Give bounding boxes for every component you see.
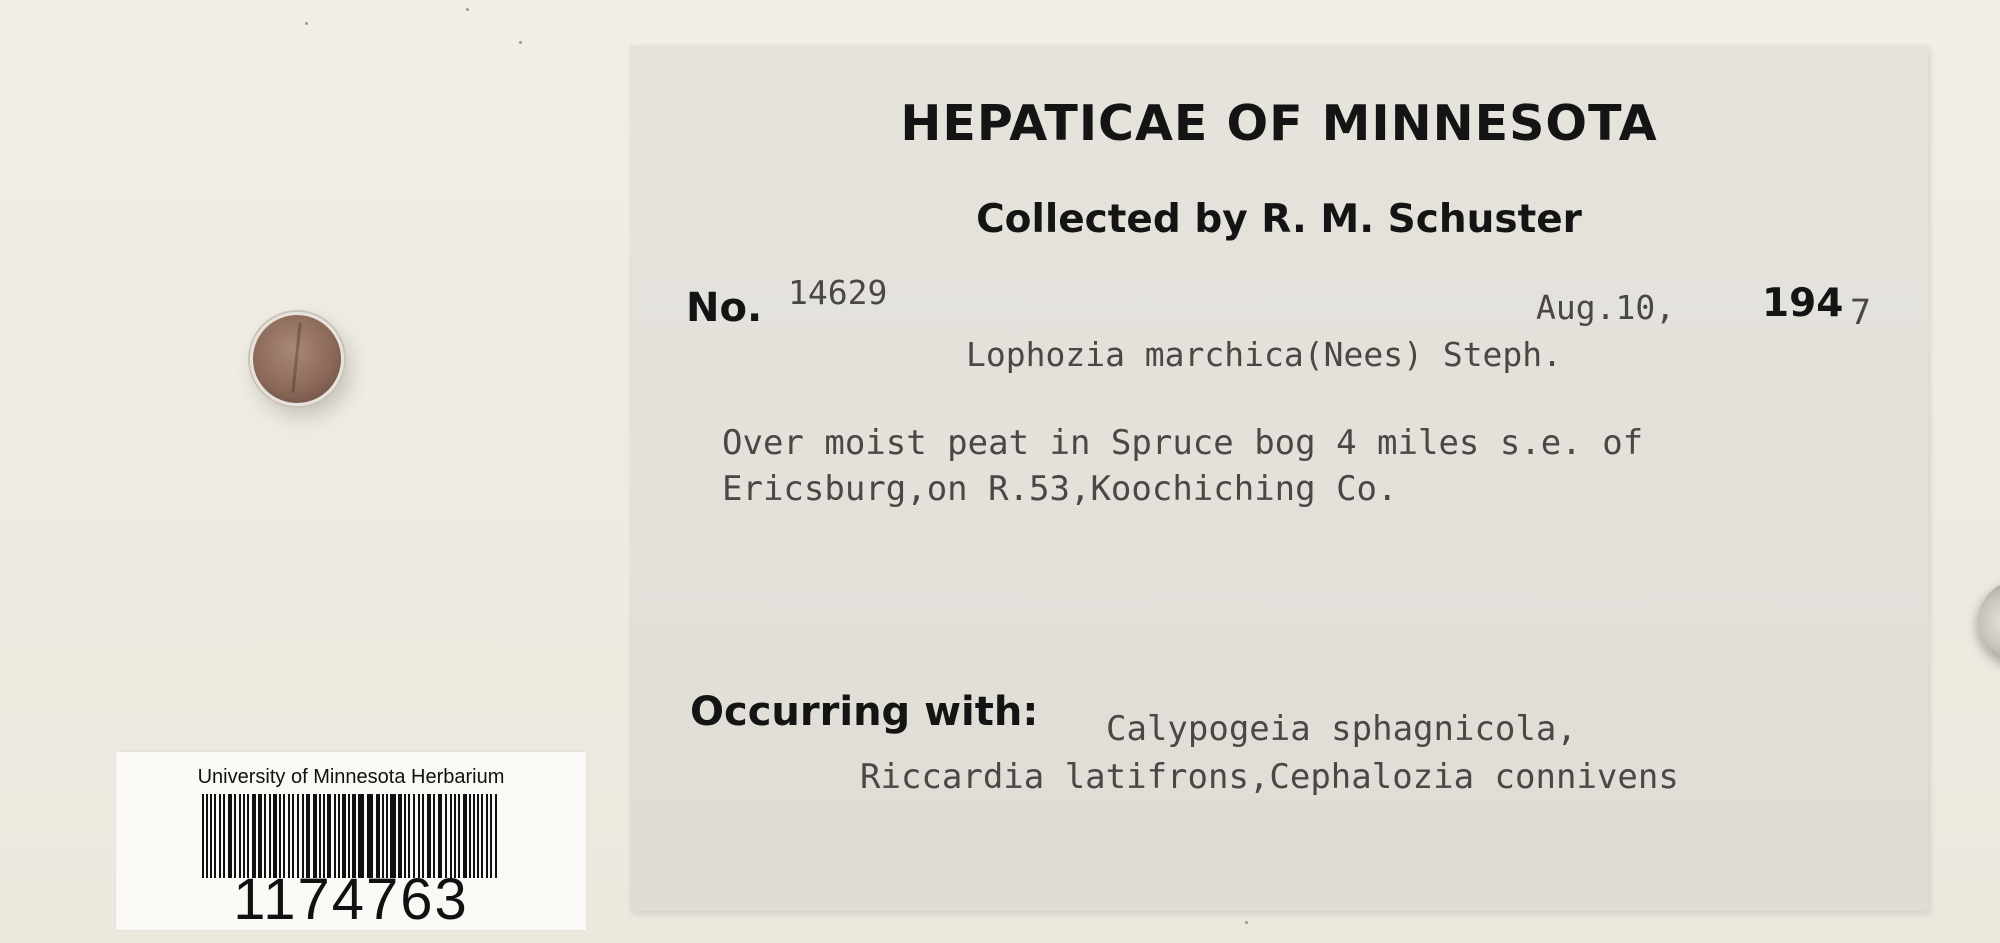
number-prefix: No. <box>686 285 763 331</box>
taxon-name: Lophozia marchica(Nees) Steph. <box>966 335 1563 374</box>
barcode-label <box>116 752 586 930</box>
occurring-with-label: Occurring with: <box>690 689 1039 735</box>
associated-species: Calypogeia sphagnicola, <box>1106 709 1577 749</box>
specimen-label <box>630 45 1928 911</box>
year-printed: 194 <box>1762 281 1844 326</box>
collection-number: 14629 <box>788 273 888 312</box>
sheet-speck <box>305 22 308 25</box>
sheet-speck <box>466 8 469 11</box>
label-title: HEPATICAE OF MINNESOTA <box>900 95 1658 152</box>
collection-date: Aug.10, <box>1536 288 1676 327</box>
sheet-speck <box>519 41 522 44</box>
mounting-pin-edge <box>1978 580 2000 664</box>
sheet-speck <box>1245 921 1248 924</box>
associated-species: Riccardia latifrons,Cephalozia connivens <box>860 757 1679 797</box>
locality-line: Ericsburg,on R.53,Koochiching Co. <box>722 469 1398 509</box>
barcode-institution: University of Minnesota Herbarium <box>197 766 505 788</box>
year-typed: 7 <box>1850 293 1872 333</box>
mounting-pin <box>250 312 344 406</box>
locality-line: Over moist peat in Spruce bog 4 miles s.e. of <box>722 423 1644 463</box>
barcode-number: 1174763 <box>233 867 469 932</box>
collector-line: Collected by R. M. Schuster <box>976 197 1582 242</box>
